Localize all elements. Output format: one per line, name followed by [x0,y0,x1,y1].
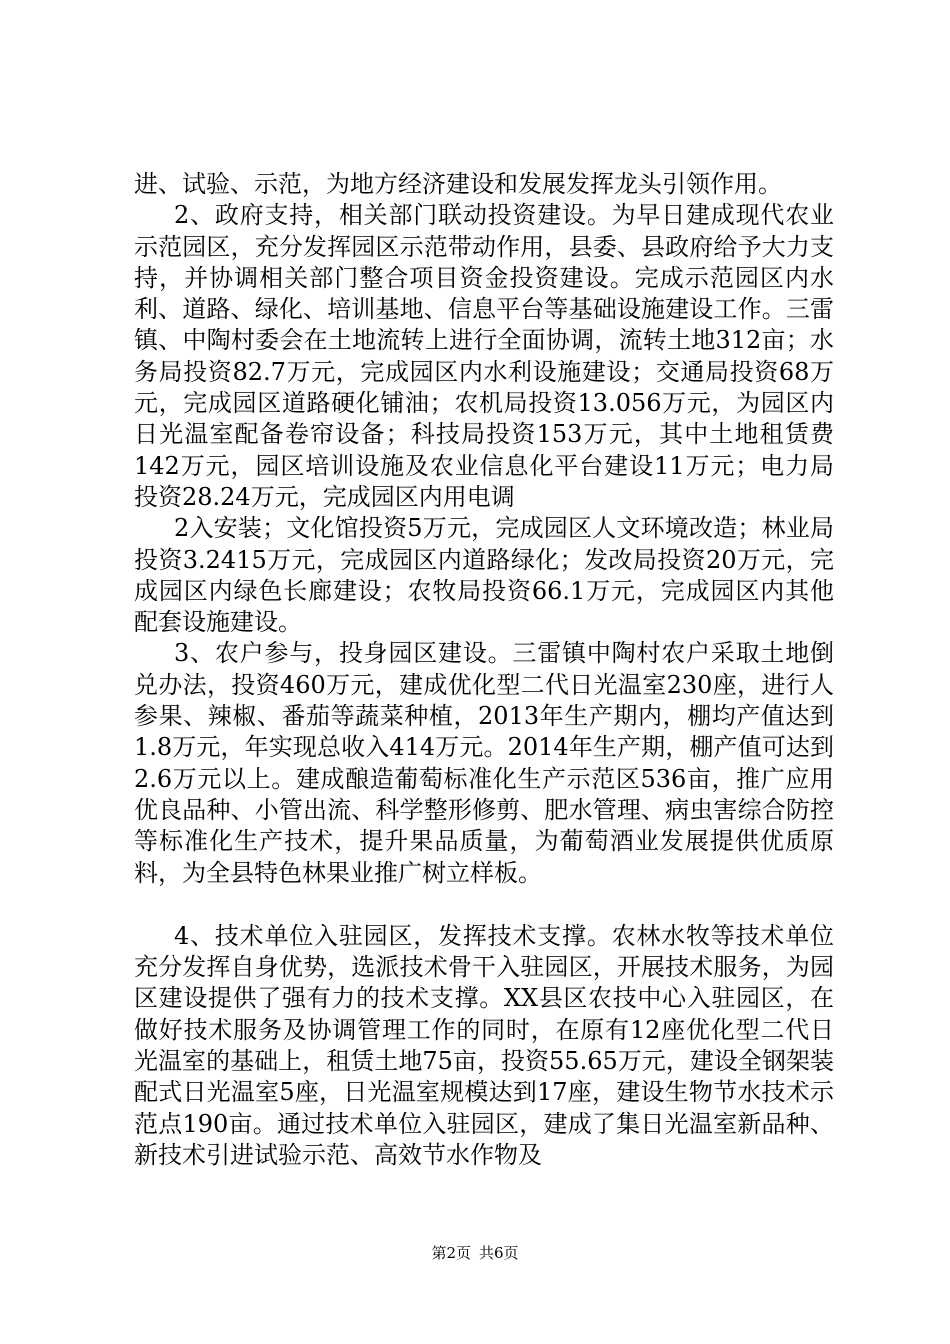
page-footer [0,1244,950,1262]
paragraph-technical-support: 4、技术单位入驻园区，发挥技术支撑。农林水牧等技术单位充分发挥自身优势，选派技术骨干入驻园区，开展技术服务，为园区建设提供了强有力的技术支撑。XX县区农技中心入驻园区，在做好技术服务及协调管理工作的同时，在原有12座优化型二代日光温室的基础上，租赁土地75亩，投资55.65万元，建设全钢架装配式日光温室5座，日光温室规模达到17座，建设生物节水技术示范点190亩。通过技术单位入驻园区，建成了集日光温室新品种、新技术引进试验示范、高效节水作物及 [134,921,834,1169]
paragraph-government-support: 2、政府支持，相关部门联动投资建设。为早日建成现代农业示范园区，充分发挥园区示范带动作用，县委、县政府给予大力支持，并协调相关部门整合项目资金投资建设。完成示范园区内水利、道路、绿化、培训基地、信息平台等基础设施建设工作。三雷镇、中陶村委会在土地流转上进行全面协调，流转土地312亩；水务局投资82.7万元，完成园区内水利设施建设；交通局投资68万元，完成园区道路硬化铺油；农机局投资13.056万元，为园区内日光温室配备卷帘设备；科技局投资153万元，其中土地租赁费142万元，园区培训设施及农业信息化平台建设11万元；电力局投资28.24万元，完成园区内用电调 [134,201,834,511]
paragraph-investment-continued: 2入安装；文化馆投资5万元，完成园区人文环境改造；林业局投资3.2415万元，完成园区内道路绿化；发改局投资20万元，完成园区内绿色长廊建设；农牧局投资66.1万元，完成园区内其他配套设施建设。 [134,514,834,637]
paragraph-intro-continuation: 进、试验、示范，为地方经济建设和发展发挥龙头引领作用。 [134,170,782,198]
document-body [134,169,834,1171]
page-number-total: 共6页 [479,1244,519,1262]
paragraph-farmer-participation: 3、农户参与，投身园区建设。三雷镇中陶村农户采取土地倒兑办法，投资460万元，建成优化型二代日光温室230座，进行人参果、辣椒、番茄等蔬菜种植，2013年生产期内，棚均产值达到1.8万元，年实现总收入414万元。2014年生产期，棚产值可达到2.6万元以上。建成酿造葡萄标准化生产示范区536亩，推广应用优良品种、小管出流、科学整形修剪、肥水管理、病虫害综合防控等标准化生产技术，提升果品质量，为葡萄酒业发展提供优质原料，为全县特色林果业推广树立样板。 [134,639,834,887]
page-number-current: 第2页 [431,1244,471,1262]
